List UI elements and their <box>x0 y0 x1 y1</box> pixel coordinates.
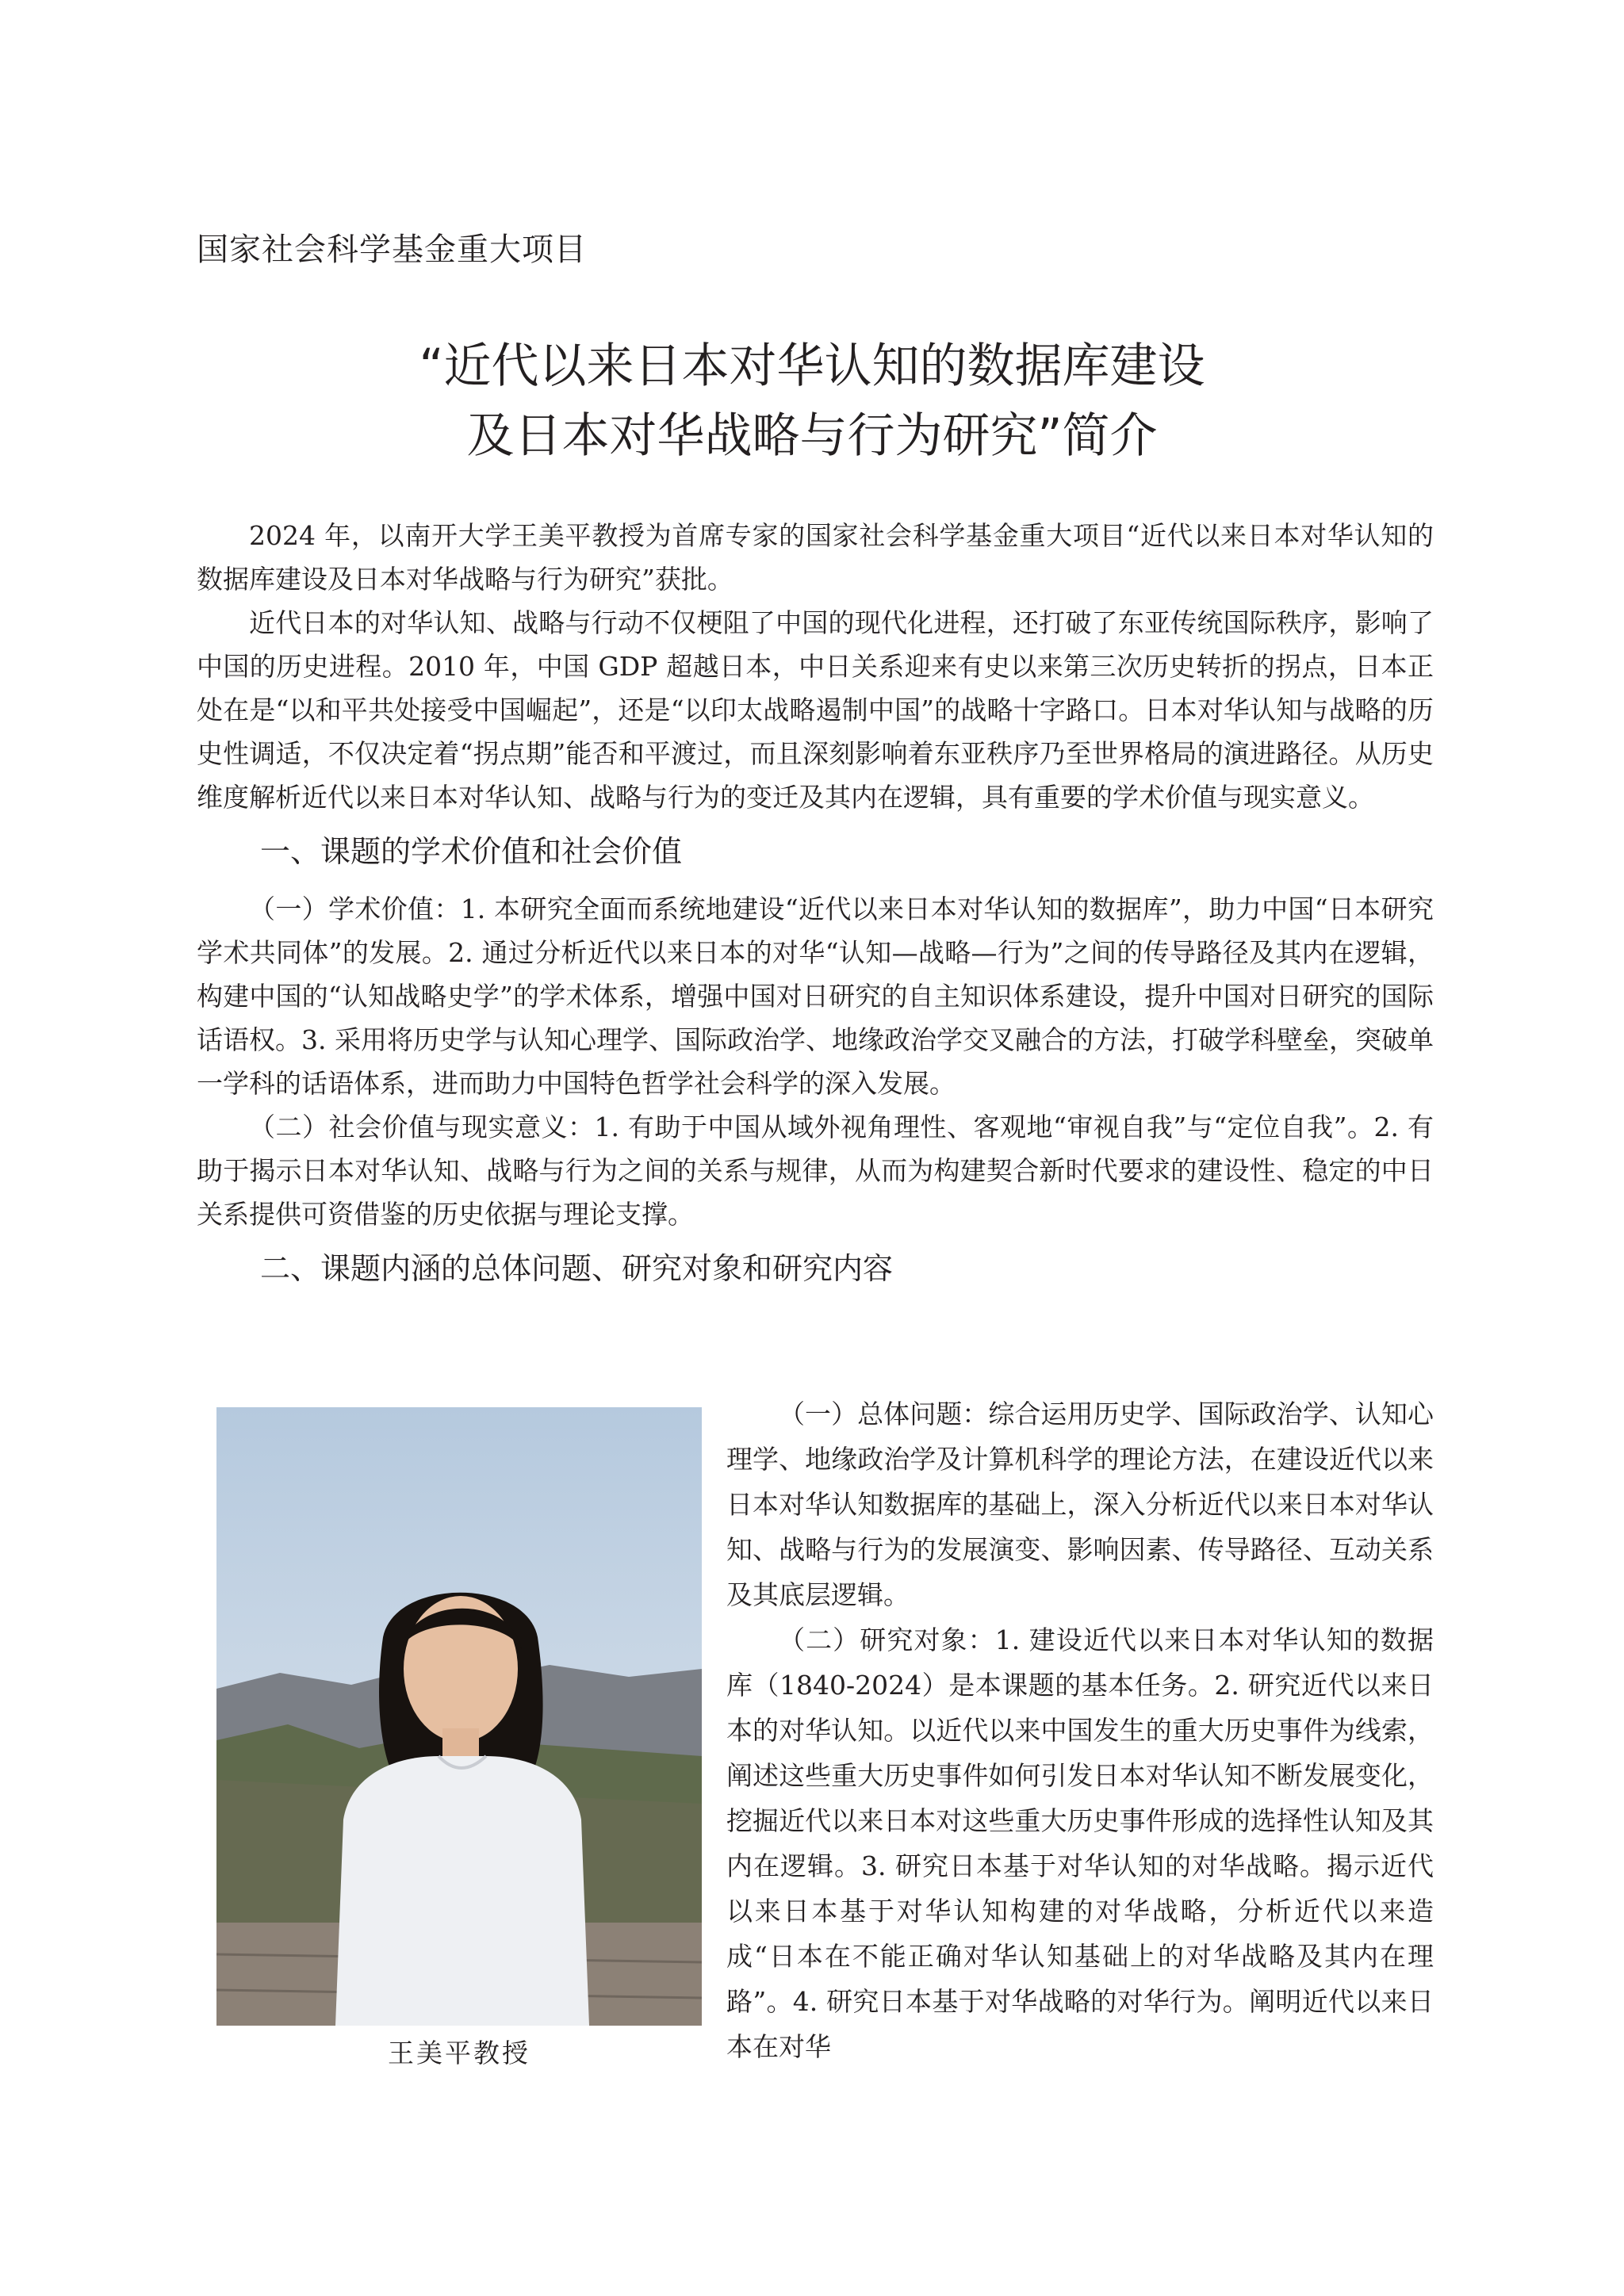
section-1-heading: 一、课题的学术价值和社会价值 <box>260 834 683 869</box>
professor-photo <box>216 1407 702 2026</box>
neck <box>442 1728 479 1760</box>
portrait-illustration <box>216 1407 702 2026</box>
intro-paragraph-1: 2024 年，以南开大学王美平教授为首席专家的国家社会科学基金重大项目“近代以来日本对华认知的数据库建设及日本对华战略与行为研究”获批。 <box>197 520 1434 595</box>
title-line-1: “近代以来日本对华认知的数据库建设 <box>419 339 1205 394</box>
section-1-paragraph-2: （二）社会价值与现实意义：1. 有助于中国从域外视角理性、客观地“审视自我”与“定位自我”。2. 有助于揭示日本对华认知、战略与行为之间的关系与规律，从而为构建契合新时代要求的建设性、稳定的中日关系提供可资借鉴的历史依据与理论支撑。 <box>197 1112 1434 1230</box>
article-body <box>197 514 1434 1304</box>
section-1-paragraph-1: （一）学术价值：1. 本研究全面而系统地建设“近代以来日本对华认知的数据库”，助力中国“日本研究学术共同体”的发展。2. 通过分析近代以来日本的对华“认知—战略—行为”之间的传导路径及其内在逻辑，构建中国的“认知战略史学”的学术体系，增强中国对日研究的自主知识体系建设，提升中国对日研究的国际话语权。3. 采用将历史学与认知心理学、国际政治学、地缘政治学交叉融合的方法，打破学科壁垒，突破单一学科的话语体系，进而助力中国特色哲学社会科学的深入发展。 <box>197 894 1434 1099</box>
section-2-body <box>726 1391 1434 2069</box>
section-2-heading: 二、课题内涵的总体问题、研究对象和研究内容 <box>260 1251 894 1286</box>
section-2-paragraph-2: （二）研究对象：1. 建设近代以来日本对华认知的数据库（1840-2024）是本课题的基本任务。2. 研究近代以来日本的对华认知。以近代以来中国发生的重大历史事件为线索，阐述这些重大历史事件如何引发日本对华认知不断发展变化，挖掘近代以来日本对这些重大历史事件形成的选择性认知及其内在逻辑。3. 研究日本基于对华认知的对华战略。揭示近代以来日本基于对华认知构建的对华战略，分析近代以来造成“日本在不能正确对华认知基础上的对华战略及其内在理路”。4. 研究日本基于对华战略的对华行为。阐明近代以来日本在对华 <box>726 1624 1434 2062</box>
article-title <box>0 331 1624 471</box>
section-2-paragraph-1: （一）总体问题：综合运用历史学、国际政治学、认知心理学、地缘政治学及计算机科学的理论方法，在建设近代以来日本对华认知数据库的基础上，深入分析近代以来日本对华认知、战略与行为的发展演变、影响因素、传导路径、互动关系及其底层逻辑。 <box>726 1399 1434 1610</box>
photo-caption: 王美平教授 <box>388 2038 530 2068</box>
title-line-2: 及日本对华战略与行为研究”简介 <box>466 408 1158 464</box>
project-category-label: 国家社会科学基金重大项目 <box>197 232 587 268</box>
sweater <box>335 1756 589 2026</box>
intro-paragraph-2: 近代日本的对华认知、战略与行动不仅梗阻了中国的现代化进程，还打破了东亚传统国际秩序，影响了中国的历史进程。2010 年，中国 GDP 超越日本，中日关系迎来有史以来第三次历史转折的拐点，日本正处在是“以和平共处接受中国崛起”，还是“以印太战略遏制中国”的战略十字路口。日本对华认知与战略的历史性调适，不仅决定着“拐点期”能否和平渡过，而且深刻影响着东亚秩序乃至世界格局的演进路径。从历史维度解析近代以来日本对华认知、战略与行为的变迁及其内在逻辑，具有重要的学术价值与现实意义。 <box>197 607 1434 813</box>
